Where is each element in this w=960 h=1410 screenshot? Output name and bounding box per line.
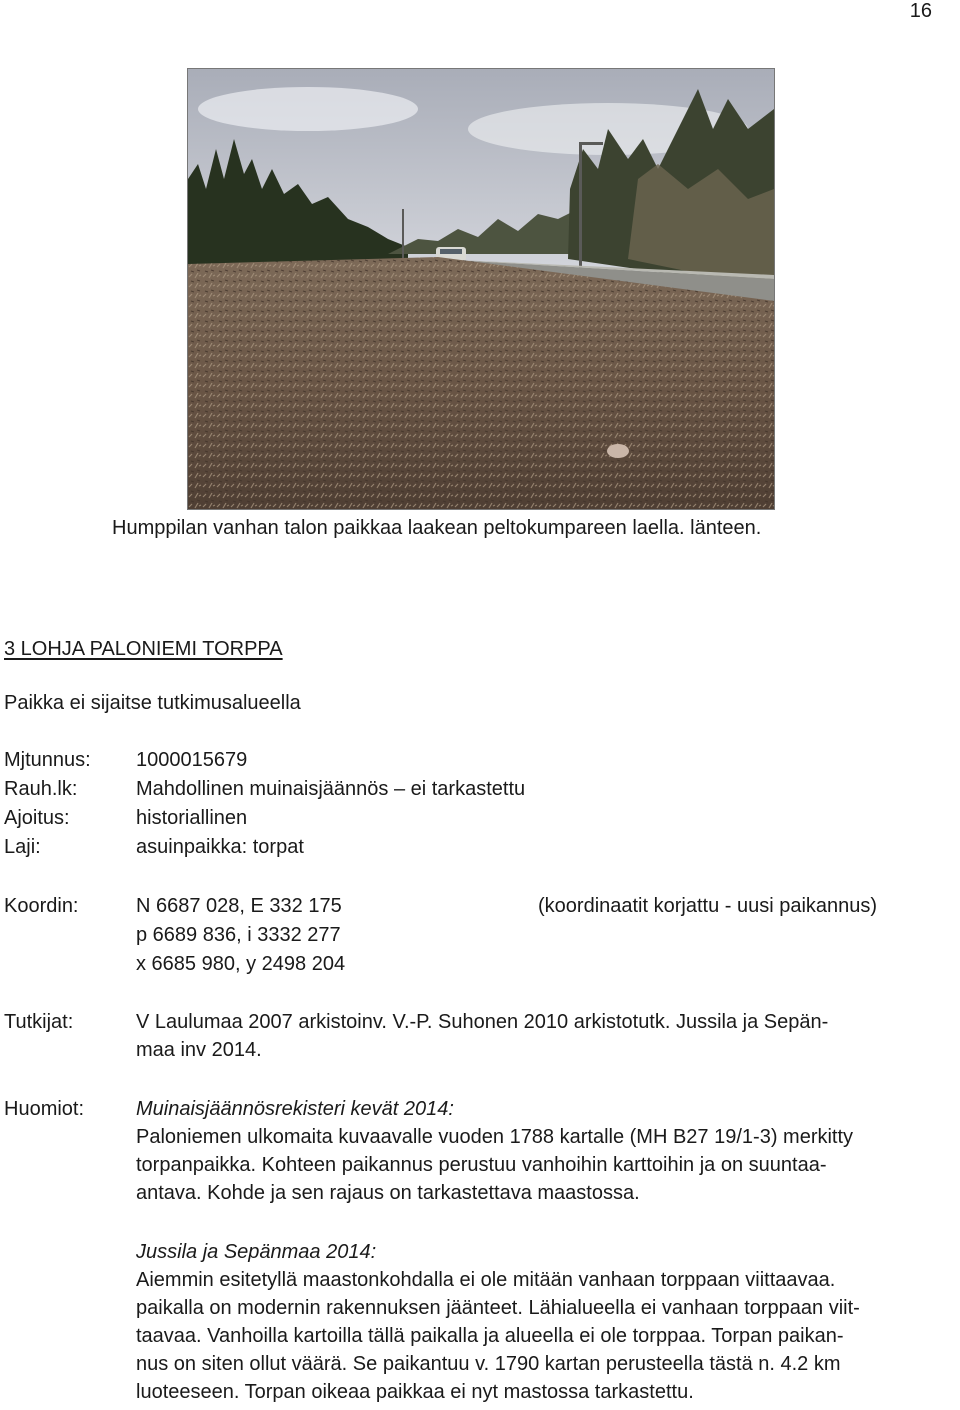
huomiot-sub1-line: torpanpaikka. Kohteen paikannus perustuu vanhoihin karttoihin ja on suuntaa- — [136, 1154, 827, 1176]
mjtunnus-value: 1000015679 — [136, 749, 248, 771]
tutkijat-line1: V Laulumaa 2007 arkistoinv. V.-P. Suhonen 2010 arkistotutk. Jussila ja Sepän- — [136, 1011, 829, 1033]
huomiot-sub2-line: luoteeseen. Torpan oikeaa paikkaa ei nyt mastossa tarkastettu. — [136, 1381, 694, 1403]
tutkijat-line2: maa inv 2014. — [136, 1039, 262, 1061]
koordin-line2: p 6689 836, i 3332 277 — [136, 924, 341, 946]
koordin-line3: x 6685 980, y 2498 204 — [136, 953, 346, 975]
huomiot-sub1-title: Muinaisjäännösrekisteri kevät 2014: — [136, 1098, 454, 1120]
huomiot-sub1-line: antava. Kohde ja sen rajaus on tarkastettava maastossa. — [136, 1182, 640, 1204]
huomiot-sub1-line: Paloniemen ulkomaita kuvaavalle vuoden 1788 kartalle (MH B27 19/1-3) merkitty — [136, 1126, 854, 1148]
huomiot-sub2-line: nus on siten ollut väärä. Se paikantuu v. 1790 kartan perusteella tästä n. 4.2 km — [136, 1353, 841, 1375]
site-status: Paikka ei sijaitse tutkimusalueella — [4, 692, 301, 714]
koordin-label: Koordin: — [4, 895, 79, 917]
huomiot-sub2-line: Aiemmin esitetyllä maastonkohdalla ei ole mitään vanhaan torppaan viittaavaa. — [136, 1269, 836, 1291]
koordin-line1: N 6687 028, E 332 175 — [136, 895, 342, 917]
section-heading: 3 LOHJA PALONIEMI TORPPA — [4, 638, 283, 660]
ajoitus-label: Ajoitus: — [4, 807, 70, 829]
rauhlk-value: Mahdollinen muinaisjäännös – ei tarkastettu — [136, 778, 526, 800]
rauhlk-label: Rauh.lk: — [4, 778, 78, 800]
laji-value: asuinpaikka: torpat — [136, 836, 304, 858]
mjtunnus-label: Mjtunnus: — [4, 749, 91, 771]
huomiot-label: Huomiot: — [4, 1098, 85, 1120]
field-landscape-photo — [187, 68, 775, 510]
koordin-note: (koordinaatit korjattu - uusi paikannus) — [538, 895, 878, 917]
huomiot-sub2-line: paikalla on modernin rakennuksen jäänteet. Lähialueella ei vanhaan torppaan viit- — [136, 1297, 860, 1319]
page-number: 16 — [909, 0, 932, 22]
tutkijat-label: Tutkijat: — [4, 1011, 74, 1033]
photo-caption: Humppilan vanhan talon paikkaa laakean peltokumpareen laella. länteen. — [112, 517, 762, 539]
laji-label: Laji: — [4, 836, 41, 858]
huomiot-sub2-title: Jussila ja Sepänmaa 2014: — [136, 1241, 377, 1263]
ajoitus-value: historiallinen — [136, 807, 248, 829]
huomiot-sub2-line: taavaa. Vanhoilla kartoilla tällä paikalla ja alueella ei ole torppaa. Torpan paikan- — [136, 1325, 844, 1347]
